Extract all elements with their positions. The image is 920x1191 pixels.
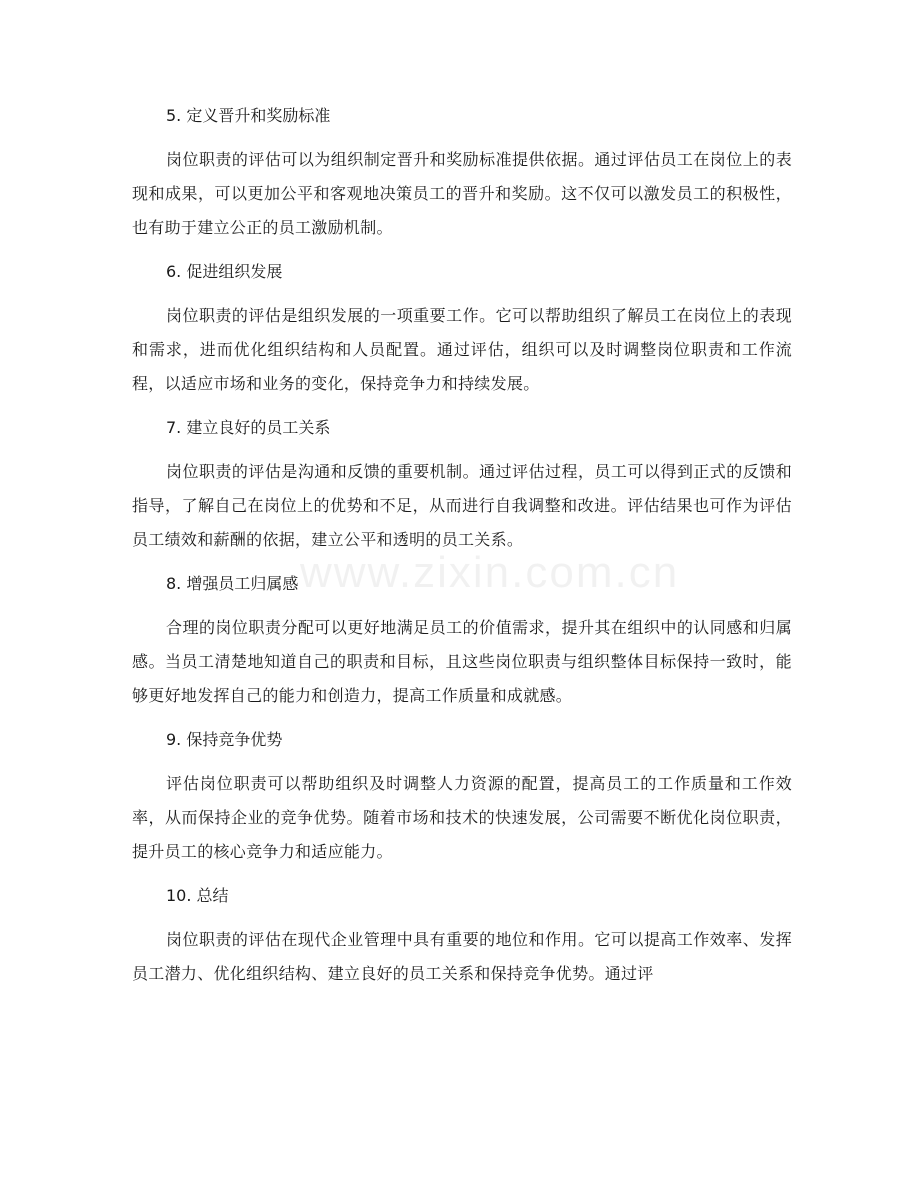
section-paragraph: 评估岗位职责可以帮助组织及时调整人力资源的配置，提高员工的工作质量和工作效率，从而保持企业的竞争优势。随着市场和技术的快速发展，公司需要不断优化岗位职责，提升员工的核心竞争力和适应能力。 bbox=[132, 774, 792, 861]
section-heading: 10. 总结 bbox=[166, 886, 229, 905]
section-paragraph: 岗位职责的评估是组织发展的一项重要工作。它可以帮助组织了解员工在岗位上的表现和需求，进而优化组织结构和人员配置。通过评估，组织可以及时调整岗位职责和工作流程，以适应市场和业务的变化，保持竞争力和持续发展。 bbox=[132, 306, 792, 393]
section-5 bbox=[132, 106, 792, 245]
section-6 bbox=[132, 262, 792, 401]
section-paragraph: 岗位职责的评估是沟通和反馈的重要机制。通过评估过程，员工可以得到正式的反馈和指导，了解自己在岗位上的优势和不足，从而进行自我调整和改进。评估结果也可作为评估员工绩效和薪酬的依据，建立公平和透明的员工关系。 bbox=[132, 462, 792, 549]
document-body bbox=[132, 106, 792, 1008]
section-heading: 7. 建立良好的员工关系 bbox=[166, 418, 331, 437]
section-paragraph: 合理的岗位职责分配可以更好地满足员工的价值需求，提升其在组织中的认同感和归属感。当员工清楚地知道自己的职责和目标，且这些岗位职责与组织整体目标保持一致时，能够更好地发挥自己的能力和创造力，提高工作质量和成就感。 bbox=[132, 618, 792, 705]
section-7 bbox=[132, 418, 792, 557]
section-9 bbox=[132, 730, 792, 869]
section-heading: 6. 促进组织发展 bbox=[166, 262, 283, 281]
section-heading: 8. 增强员工归属感 bbox=[166, 574, 299, 593]
section-heading: 5. 定义晋升和奖励标准 bbox=[166, 106, 331, 125]
section-paragraph: 岗位职责的评估在现代企业管理中具有重要的地位和作用。它可以提高工作效率、发挥员工潜力、优化组织结构、建立良好的员工关系和保持竞争优势。通过评 bbox=[132, 930, 792, 983]
section-paragraph: 岗位职责的评估可以为组织制定晋升和奖励标准提供依据。通过评估员工在岗位上的表现和成果，可以更加公平和客观地决策员工的晋升和奖励。这不仅可以激发员工的积极性，也有助于建立公正的员工激励机制。 bbox=[132, 150, 792, 237]
section-10 bbox=[132, 886, 792, 991]
watermark: www.zixin.com.cn bbox=[300, 548, 680, 597]
section-8 bbox=[132, 574, 792, 713]
section-heading: 9. 保持竞争优势 bbox=[166, 730, 283, 749]
